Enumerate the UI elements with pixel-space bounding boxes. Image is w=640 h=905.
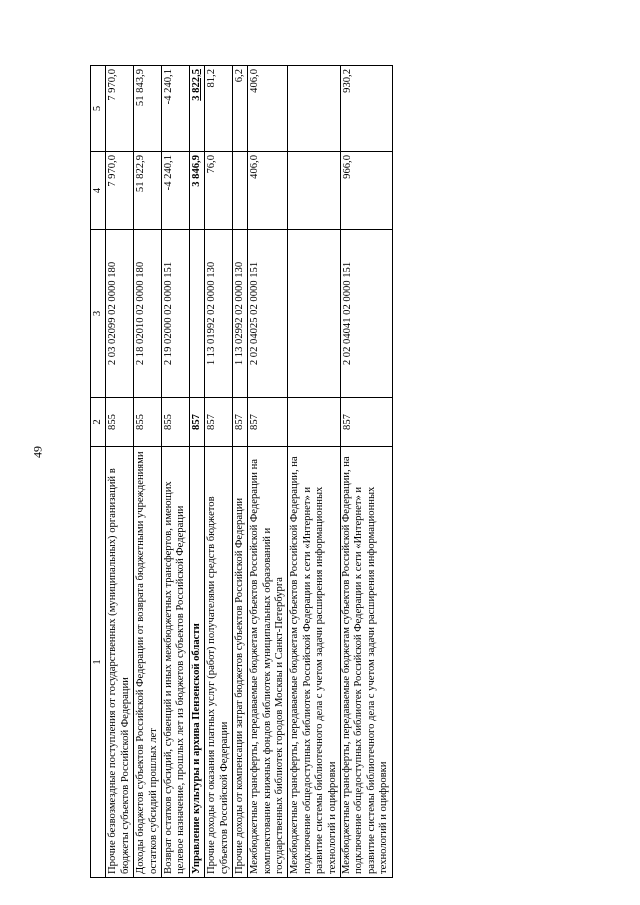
row-kbk: 2 02 04025 02 0000 151 bbox=[248, 230, 288, 398]
header-col-5: 5 bbox=[91, 66, 106, 152]
row-code: 857 bbox=[341, 398, 393, 447]
row-kbk: 2 03 02099 02 0000 180 bbox=[106, 230, 134, 398]
row-fact: 3 822,5 bbox=[189, 66, 204, 152]
row-name: Межбюджетные трансферты, передаваемые бюджетам субъектов Российской Федерации, на подключение общедоступных библиотек Российской Федерации к сети «Интернет» и развитие системы библиотечного дела с учетом задачи расширения информационных технологий и оцифровки bbox=[341, 447, 393, 878]
row-fact: 930,2 bbox=[341, 66, 393, 152]
row-name: Межбюджетные трансферты, передаваемые бюджетам субъектов Российской Федерации на комплектование книжных фондов библиотек муниципальных образований и государственных библиотек городов Москвы и Санкт-Петербурга bbox=[248, 447, 288, 878]
table-row bbox=[248, 66, 288, 878]
row-plan: 76,0 bbox=[205, 152, 233, 230]
row-plan: -4 240,1 bbox=[161, 152, 189, 230]
table-row bbox=[232, 66, 247, 878]
table-row bbox=[106, 66, 134, 878]
row-kbk: 1 13 01992 02 0000 130 bbox=[205, 230, 233, 398]
row-name: Управление культуры и архива Пензенской области bbox=[189, 447, 204, 878]
header-col-3: 3 bbox=[91, 230, 106, 398]
row-plan: 7 970,0 bbox=[106, 152, 134, 230]
row-code: 855 bbox=[134, 398, 162, 447]
row-kbk: 2 18 02010 02 0000 180 bbox=[134, 230, 162, 398]
table-row bbox=[134, 66, 162, 878]
header-col-4: 4 bbox=[91, 152, 106, 230]
row-fact: 81,2 bbox=[205, 66, 233, 152]
row-fact: 51 843,9 bbox=[134, 66, 162, 152]
table-header-row bbox=[91, 66, 106, 878]
row-name: Прочие доходы от компенсации затрат бюджетов субъектов Российской Федерации bbox=[232, 447, 247, 878]
row-name: Доходы бюджетов субъектов Российской Федерации от возврата бюджетными учреждениями остатков субсидий прошлых лет bbox=[134, 447, 162, 878]
rotated-table-wrapper bbox=[90, 66, 560, 878]
table-row bbox=[288, 66, 341, 878]
header-col-2: 2 bbox=[91, 398, 106, 447]
table-row bbox=[161, 66, 189, 878]
row-name: Возврат остатков субсидий, субвенций и иных межбюджетных трансфертов, имеющих целевое назначение, прошлых лет из бюджетов субъектов Российской Федерации bbox=[161, 447, 189, 878]
row-code: 857 bbox=[232, 398, 247, 447]
row-name: Межбюджетные трансферты, передаваемые бюджетам субъектов Российской Федерации, на подключение общедоступных библиотек Российской Федерации к сети «Интернет» и развитие системы библиотечного дела с учетом задачи расширения информационных технологий и оцифровки bbox=[288, 447, 341, 878]
row-code: 857 bbox=[189, 398, 204, 447]
row-fact: -4 240,1 bbox=[161, 66, 189, 152]
row-fact bbox=[288, 66, 341, 152]
row-plan: 406,0 bbox=[248, 152, 288, 230]
table-row-section bbox=[189, 66, 204, 878]
revenue-table bbox=[90, 65, 393, 878]
row-code: 857 bbox=[248, 398, 288, 447]
table-row bbox=[205, 66, 233, 878]
row-kbk: 2 02 04041 02 0000 151 bbox=[341, 230, 393, 398]
row-kbk: 2 19 02000 02 0000 151 bbox=[161, 230, 189, 398]
row-kbk bbox=[288, 230, 341, 398]
row-name: Прочие доходы от оказания платных услуг (работ) получателями средств бюджетов субъектов Российской Федерации bbox=[205, 447, 233, 878]
table-row bbox=[341, 66, 393, 878]
row-kbk: 1 13 02992 02 0000 130 bbox=[232, 230, 247, 398]
row-plan: 966,0 bbox=[341, 152, 393, 230]
header-col-1: 1 bbox=[91, 447, 106, 878]
row-code: 857 bbox=[205, 398, 233, 447]
row-name: Прочие безвозмездные поступления от государственных (муниципальных) организаций в бюджеты субъектов Российской Федерации bbox=[106, 447, 134, 878]
row-plan bbox=[232, 152, 247, 230]
page-number: 49 bbox=[30, 446, 45, 458]
row-code bbox=[288, 398, 341, 447]
row-code: 855 bbox=[106, 398, 134, 447]
row-fact: 406,0 bbox=[248, 66, 288, 152]
row-fact: 6,2 bbox=[232, 66, 247, 152]
row-fact: 7 970,0 bbox=[106, 66, 134, 152]
row-plan bbox=[288, 152, 341, 230]
row-plan: 3 846,9 bbox=[189, 152, 204, 230]
row-kbk bbox=[189, 230, 204, 398]
row-code: 855 bbox=[161, 398, 189, 447]
row-plan: 51 822,9 bbox=[134, 152, 162, 230]
